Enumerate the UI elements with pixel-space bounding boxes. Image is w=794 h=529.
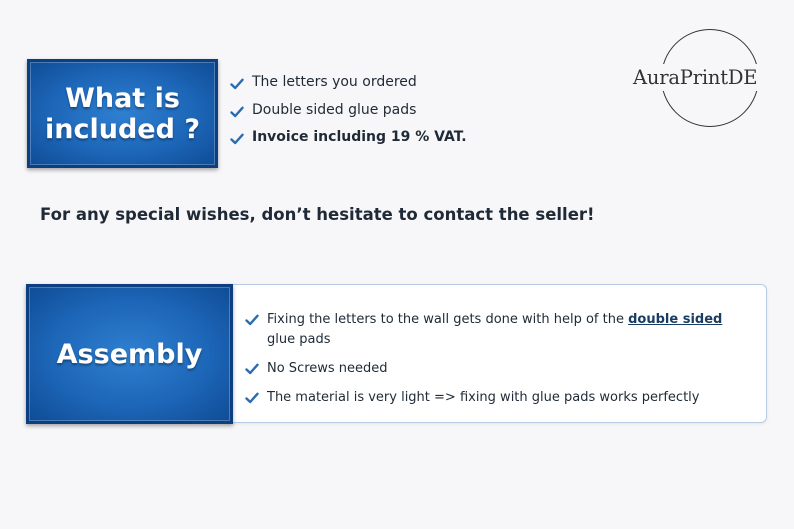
included-item-text: Double sided glue pads	[252, 101, 417, 118]
assembly-item-text-end: glue pads	[267, 332, 331, 347]
assembly-item-text: No Screws needed	[267, 361, 388, 376]
assembly-list	[245, 310, 745, 417]
included-item-text: The letters you ordered	[252, 74, 417, 90]
assembly-item-text-start: Fixing the letters to the wall gets done with help of the	[267, 312, 629, 327]
list-item	[230, 74, 467, 102]
included-item-text: Invoice including 19 % VAT.	[252, 129, 467, 145]
assembly-title: Assembly	[56, 338, 203, 370]
list-item	[245, 310, 745, 350]
assembly-title-box	[26, 284, 233, 424]
checkmark-icon	[230, 105, 244, 119]
list-item	[245, 388, 745, 408]
double-sided-link[interactable]: double sided	[628, 312, 723, 327]
logo-text: AuraPrintDE	[633, 64, 783, 91]
included-title: What is included ?	[45, 82, 200, 145]
checkmark-icon	[245, 391, 259, 405]
checkmark-icon	[245, 362, 259, 376]
included-title-box	[27, 59, 218, 168]
checkmark-icon	[230, 132, 244, 146]
list-item	[230, 102, 467, 130]
checkmark-icon	[245, 313, 259, 327]
included-list	[230, 74, 467, 157]
contact-notice: For any special wishes, don’t hesitate to contact the seller!	[40, 205, 595, 224]
assembly-item-text: The material is very light => fixing with glue pads works perfectly	[267, 390, 700, 405]
list-item	[245, 359, 745, 379]
assembly-item-text	[267, 310, 737, 350]
checkmark-icon	[230, 77, 244, 91]
list-item	[230, 129, 467, 157]
